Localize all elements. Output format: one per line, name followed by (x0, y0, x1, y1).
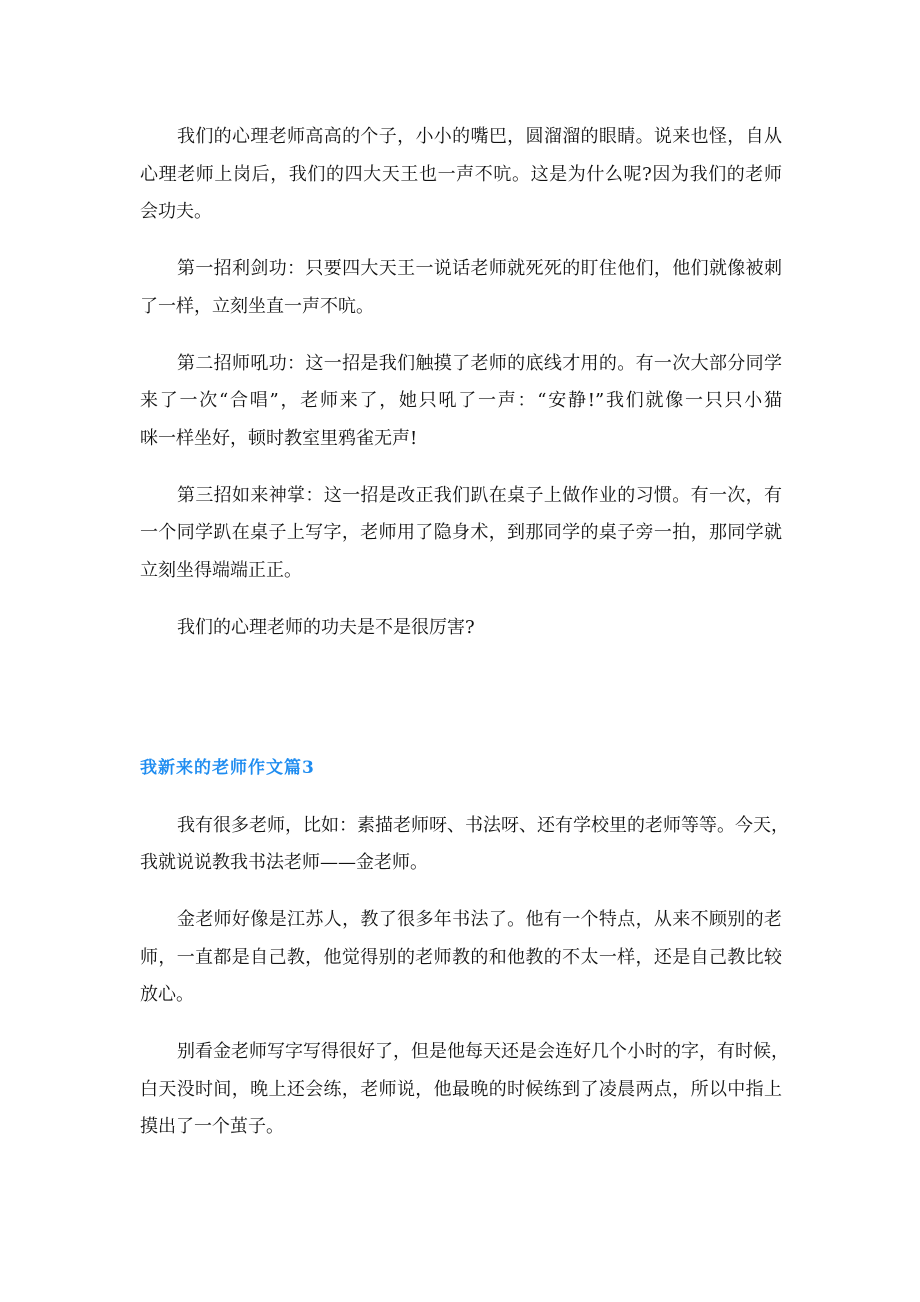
text-line: 摸出了一个茧子。 (140, 1116, 284, 1137)
text-line: 金老师好像是江苏人，教了很多年书法了。他有一个特点，从来不顾别的老 (177, 909, 782, 930)
text-line: 一个同学趴在桌子上写字，老师用了隐身术，到那同学的桌子旁一拍，那同学就 (140, 522, 782, 543)
text-line: 我就说说教我书法老师——金老师。 (140, 852, 428, 873)
essay-section-2 (140, 807, 789, 1146)
text-line: 我有很多老师，比如：素描老师呀、书法呀、还有学校里的老师等等。今天， (177, 814, 789, 836)
section-spacer (140, 666, 782, 750)
paragraph (140, 345, 782, 458)
paragraph (140, 807, 789, 882)
paragraph (140, 118, 782, 231)
text-line: 白天没时间，晚上还会练，老师说，他最晚的时候练到了凌晨两点，所以中指上 (140, 1078, 782, 1100)
text-line: 会功夫。 (140, 201, 212, 222)
paragraph (140, 609, 782, 647)
text-line: 第一招利剑功：只要四大天王一说话老师就死死的盯住他们，他们就像被刺 (177, 258, 782, 279)
text-line: 来了一次“合唱”，老师来了，她只吼了一声：“安静!”我们就像一只只小猫 (140, 390, 782, 411)
text-line: 了一样，立刻坐直一声不吭。 (140, 295, 374, 317)
text-line: 心理老师上岗后，我们的四大天王也一声不吭。这是为什么呢?因为我们的老师 (140, 163, 782, 185)
paragraph (140, 477, 782, 590)
text-line: 立刻坐得端端正正。 (140, 559, 302, 581)
paragraph (140, 250, 782, 325)
text-line: 我们的心理老师高高的个子，小小的嘴巴，圆溜溜的眼睛。说来也怪，自从 (177, 126, 782, 147)
text-line: 第二招师吼功：这一招是我们触摸了老师的底线才用的。有一次大部分同学 (177, 352, 782, 374)
paragraph (140, 901, 782, 1014)
text-line: 放心。 (140, 984, 194, 1005)
text-line: 第三招如来神掌：这一招是改正我们趴在桌子上做作业的习惯。有一次，有 (177, 484, 782, 506)
text-line: 别看金老师写字写得很好了，但是他每天还是会连好几个小时的字，有时候， (177, 1041, 789, 1062)
text-line: 师，一直都是自己教，他觉得别的老师教的和他教的不太一样，还是自己教比较 (140, 946, 782, 968)
text-line: 我们的心理老师的功夫是不是很厉害? (177, 616, 475, 638)
essay-section-1 (140, 118, 782, 646)
paragraph (140, 1033, 789, 1146)
document-body (140, 118, 789, 1165)
text-line: 咪一样坐好，顿时教室里鸦雀无声! (140, 427, 418, 449)
section-heading: 我新来的老师作文篇3 (140, 757, 315, 778)
